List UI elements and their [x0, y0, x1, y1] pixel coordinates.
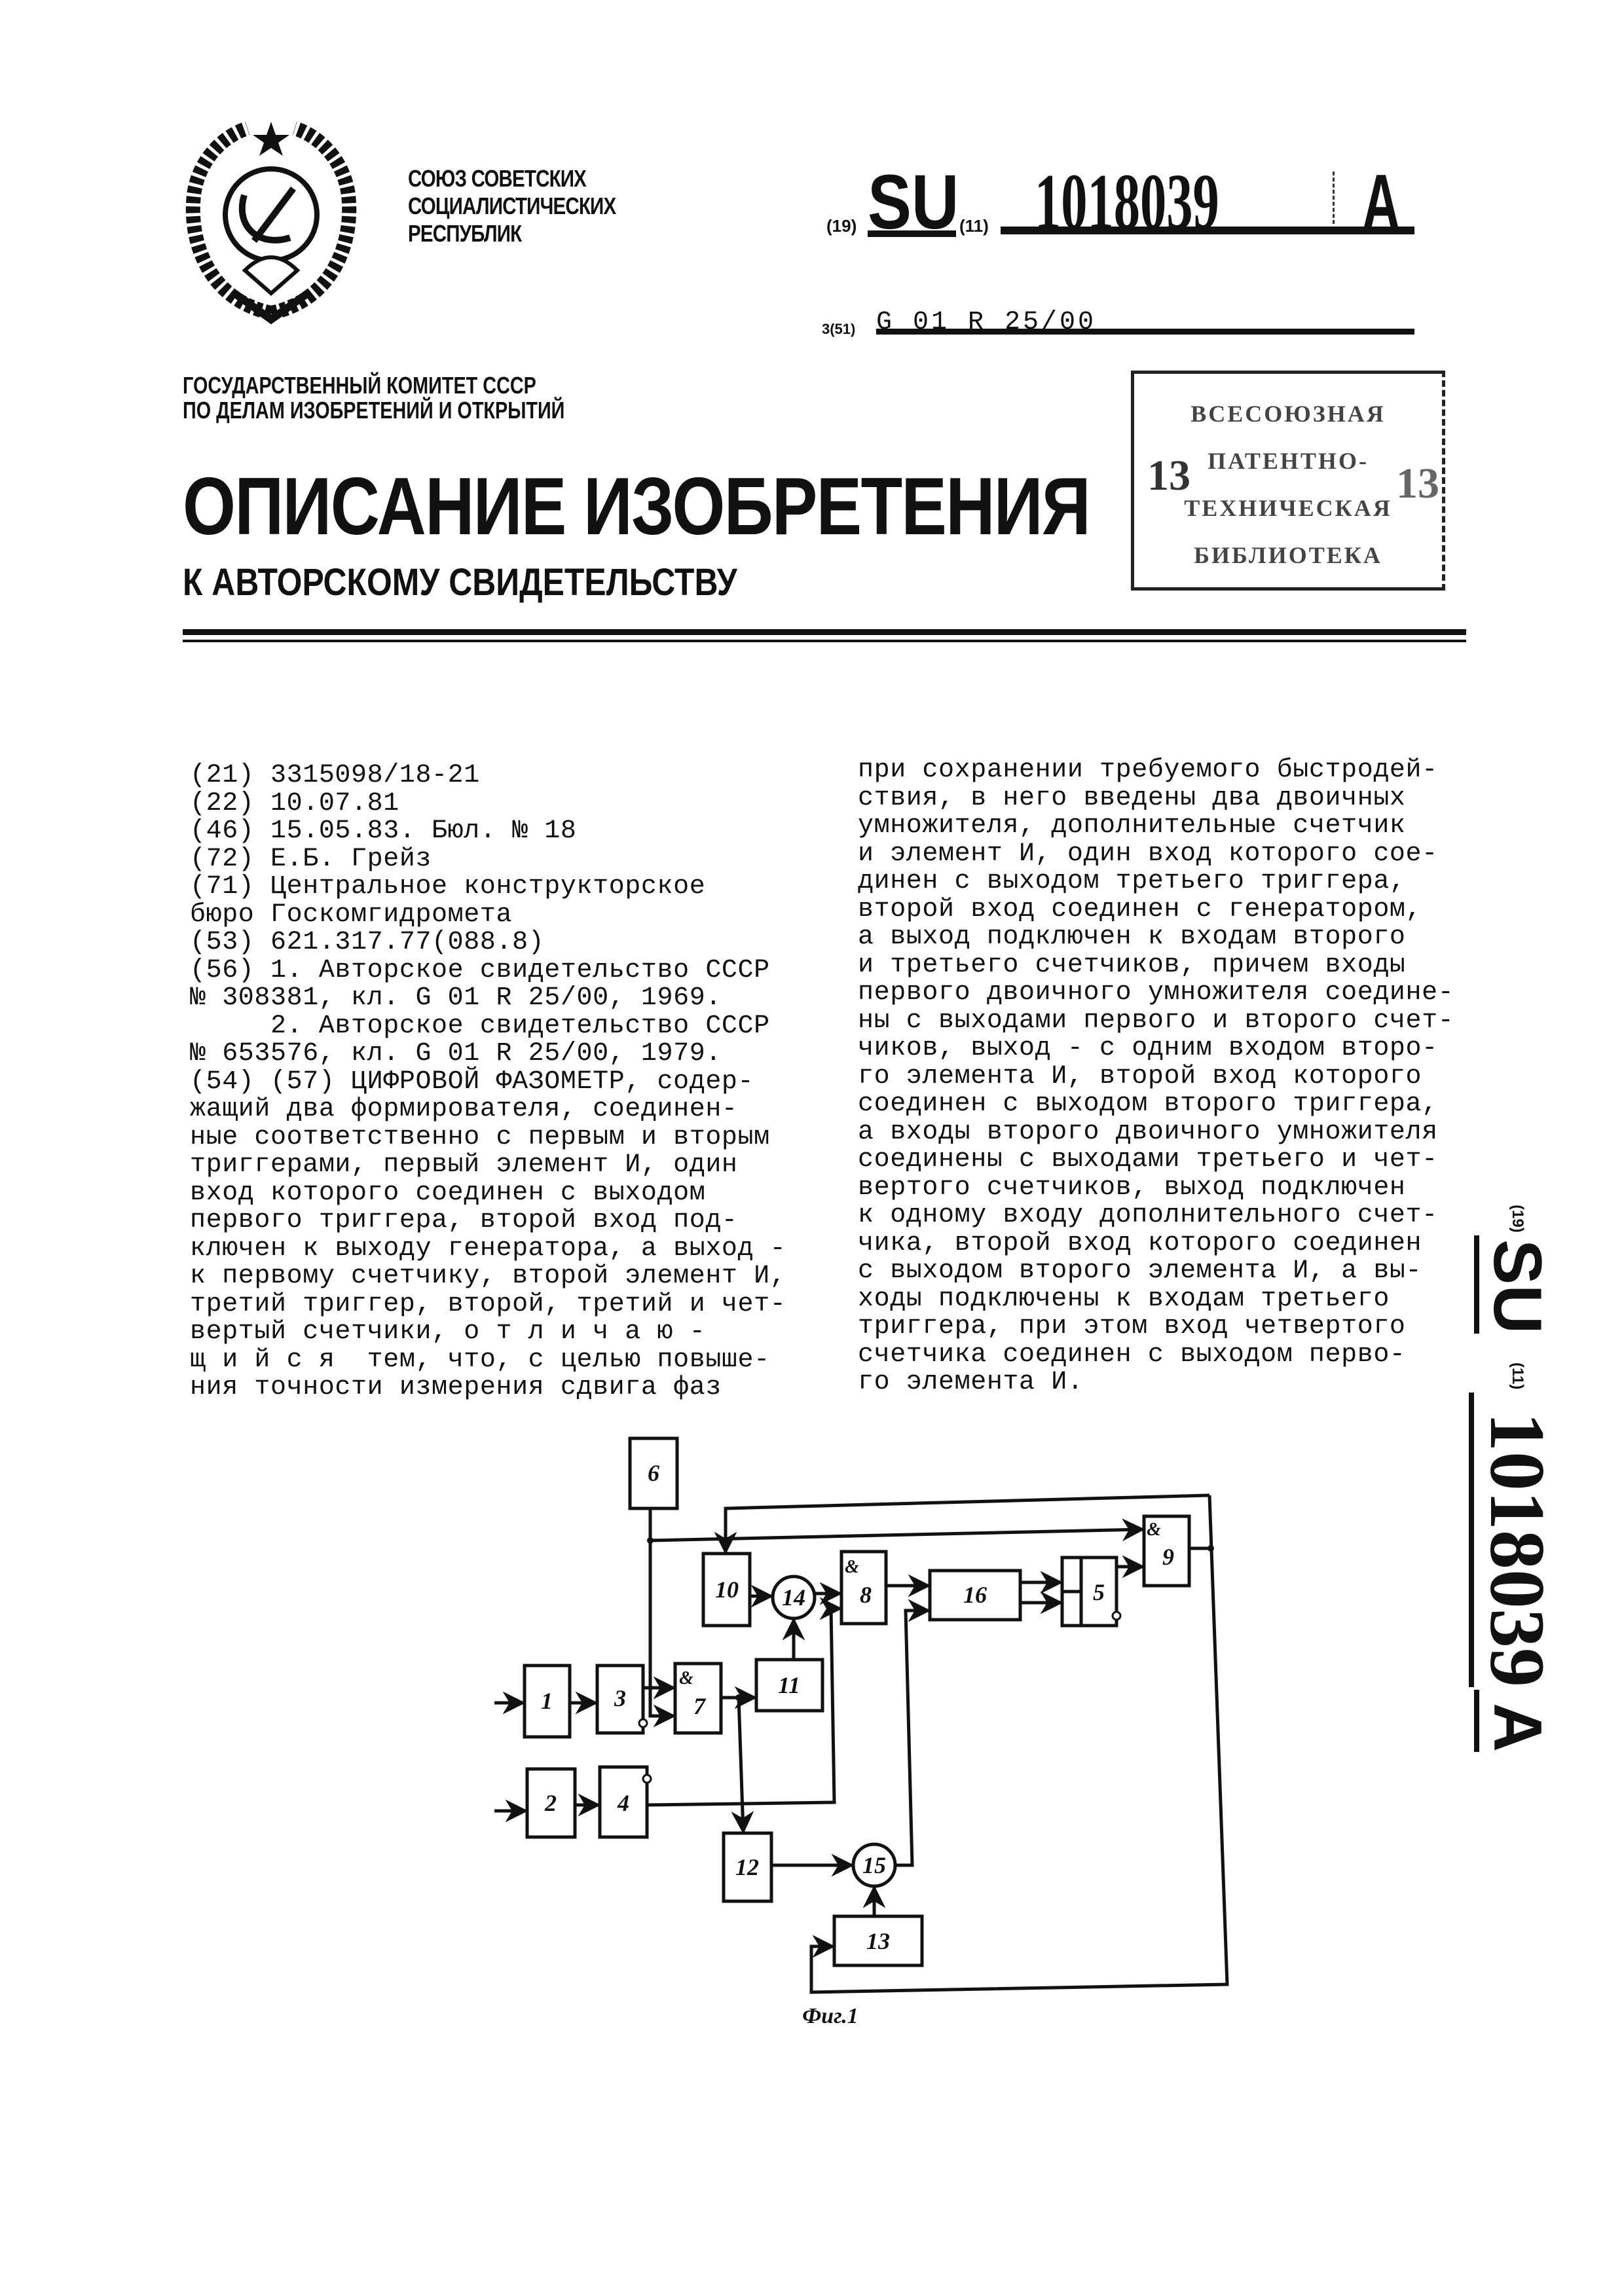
claim-line: вертого счетчиков, выход подключен	[858, 1175, 1454, 1203]
block-label: 14	[782, 1584, 805, 1611]
block-diagram	[458, 1408, 1257, 2036]
kind-code: A	[1362, 162, 1400, 242]
junction	[735, 1694, 742, 1701]
claim-line: к одному входу дополнительного счет-	[858, 1202, 1454, 1230]
claim-line: триггера, при этом вход четвертого	[858, 1313, 1454, 1341]
block-label: 15	[862, 1852, 886, 1878]
inverse-output-5	[1113, 1612, 1120, 1620]
stamp-line: ВСЕСОЮЗНАЯ	[1134, 400, 1442, 428]
inverse-output-3	[639, 1719, 647, 1727]
committee-name	[183, 373, 564, 423]
claim-line: го элемента И, второй вход которого	[858, 1063, 1454, 1091]
claim-line: ходы подключены к входам третьего	[858, 1286, 1454, 1314]
biblio-line: щ и й с я тем, что, с целью повыше-	[190, 1347, 786, 1375]
country-name	[408, 165, 616, 247]
biblio-line: ключен к выходу генератора, а выход -	[190, 1235, 786, 1264]
claim-line: и третьего счетчиков, причем входы	[858, 952, 1454, 980]
inid-code-11: (11)	[959, 216, 989, 236]
claim-line: динен с выходом третьего триггера,	[858, 868, 1454, 896]
connection	[726, 1495, 1209, 1552]
country-line: РЕСПУБЛИК	[408, 220, 616, 247]
claim-line: первого двоичного умножителя соедине-	[858, 979, 1454, 1008]
document-title: ОПИСАНИЕ ИЗОБРЕТЕНИЯ	[183, 466, 1090, 547]
block-label: 7	[693, 1693, 707, 1719]
document-subtitle: К АВТОРСКОМУ СВИДЕТЕЛЬСТВУ	[183, 563, 737, 602]
biblio-line: триггерами, первый элемент И, один	[190, 1152, 786, 1180]
country-line: СОЦИАЛИСТИЧЕСКИХ	[408, 192, 616, 220]
junction	[647, 1537, 654, 1544]
committee-line: ПО ДЕЛАМ ИЗОБРЕТЕНИЙ И ОТКРЫТИЙ	[183, 398, 564, 423]
block-label: 9	[1162, 1544, 1174, 1570]
stamp-line: ПАТЕНТНО-	[1134, 447, 1442, 475]
side-code-11: (11)	[1509, 1362, 1526, 1389]
claim-line: умножителя, дополнительные счетчик	[858, 812, 1454, 841]
claims-column	[858, 757, 1454, 1397]
biblio-line: вертый счетчики, о т л и ч а ю -	[190, 1319, 786, 1347]
block-label: 1	[541, 1688, 553, 1714]
underline	[876, 329, 1414, 335]
block-label: 16	[963, 1582, 987, 1608]
country-line: СОЮЗ СОВЕТСКИХ	[408, 165, 616, 192]
side-kind-code: A	[1474, 1690, 1555, 1752]
claim-line: ствия, в него введены два двоичных	[858, 785, 1454, 813]
country-code: SU	[868, 164, 959, 241]
biblio-line: третий триггер, второй, третий и чет-	[190, 1291, 786, 1319]
biblio-line: ния точности измерения сдвига фаз	[190, 1374, 786, 1402]
biblio-line: первого триггера, второй вход под-	[190, 1207, 786, 1235]
side-country-code: SU	[1474, 1235, 1555, 1334]
stamp-line: ТЕХНИЧЕСКАЯ	[1134, 494, 1442, 522]
committee-line: ГОСУДАРСТВЕННЫЙ КОМИТЕТ СССР	[183, 373, 564, 398]
biblio-line: ные соответственно с первым и вторым	[190, 1124, 786, 1152]
claim-line: с выходом второго элемента И, а вы-	[858, 1258, 1454, 1286]
underline	[1001, 227, 1414, 234]
stamp-line: БИБЛИОТЕКА	[1134, 541, 1442, 569]
connection	[895, 1611, 929, 1865]
block-label: 5	[1093, 1579, 1105, 1605]
block-label: 6	[648, 1460, 659, 1486]
header-rule-thin	[183, 640, 1466, 642]
biblio-line: № 308381, кл. G 01 R 25/00, 1969.	[190, 985, 786, 1013]
biblio-line: (46) 15.05.83. Бюл. № 18	[190, 818, 786, 846]
header-rule-thick	[183, 629, 1466, 635]
claim-line: чика, второй вход которого соединен	[858, 1230, 1454, 1258]
and-symbol: &	[845, 1557, 859, 1577]
junction	[1208, 1545, 1214, 1552]
biblio-line: № 653576, кл. G 01 R 25/00, 1979.	[190, 1040, 786, 1068]
claim-line: а выход подключен к входам второго	[858, 924, 1454, 952]
divider	[1333, 172, 1337, 224]
claim-line: ны с выходами первого и второго счет-	[858, 1008, 1454, 1036]
stamp-number: 13	[1147, 451, 1190, 501]
biblio-line: (72) Е.Б. Грейз	[190, 846, 786, 874]
claim-line: соединен с выходом второго триггера,	[858, 1091, 1454, 1119]
claim-line: и элемент И, один вход которого сое-	[858, 841, 1454, 869]
block-label: 12	[735, 1854, 759, 1880]
block-label: 11	[778, 1672, 800, 1698]
block-label: 10	[715, 1576, 739, 1603]
claim-line: а входы второго двоичного умножителя	[858, 1119, 1454, 1147]
figure-caption: Фиг.1	[802, 2004, 858, 2028]
and-symbol: &	[679, 1668, 693, 1688]
claim-line: при сохранении требуемого быстродей-	[858, 757, 1454, 785]
claim-line: го элемента И.	[858, 1369, 1454, 1397]
patent-number: 1018039	[1035, 162, 1219, 242]
inid-code-51: 3(51)	[822, 321, 855, 338]
side-patent-number: 1018039	[1469, 1393, 1561, 1687]
and-symbol: &	[1147, 1520, 1161, 1540]
library-stamp	[1131, 371, 1445, 591]
biblio-line: к первому счетчику, второй элемент И,	[190, 1263, 786, 1291]
claim-line: чиков, выход - с одним входом второ-	[858, 1035, 1454, 1063]
biblio-line: (22) 10.07.81	[190, 790, 786, 818]
ipc-classification: G 01 R 25/00	[876, 308, 1096, 337]
claim-line: второй вход соединен с генератором,	[858, 896, 1454, 924]
underline	[868, 230, 956, 237]
biblio-line: бюро Госкомгидромета	[190, 902, 786, 930]
claim-line: счетчика соединен с выходом перво-	[858, 1341, 1454, 1370]
connection	[739, 1698, 743, 1832]
block-label: 8	[860, 1582, 872, 1608]
block-label: 2	[544, 1790, 557, 1816]
side-patent-label	[1472, 1205, 1562, 1752]
block-label: 3	[614, 1685, 626, 1711]
block-label: 13	[866, 1928, 890, 1954]
side-code-19: (19)	[1509, 1205, 1526, 1233]
stamp-number: 13	[1396, 459, 1439, 509]
biblio-line: (21) 3315098/18-21	[190, 762, 786, 790]
biblio-line: (56) 1. Авторское свидетельство СССР	[190, 957, 786, 985]
biblio-line: (53) 621.317.77(088.8)	[190, 929, 786, 957]
inid-code-19: (19)	[826, 216, 857, 236]
biblio-line: вход которого соединен с выходом	[190, 1180, 786, 1208]
biblio-line: (71) Центральное конструкторское	[190, 873, 786, 902]
bibliographic-column	[190, 762, 786, 1402]
biblio-line: (54) (57) ЦИФРОВОЙ ФАЗОМЕТР, содер-	[190, 1068, 786, 1097]
inverse-output-4	[643, 1775, 651, 1783]
ussr-emblem	[182, 117, 360, 325]
biblio-line: жащий два формирователя, соединен-	[190, 1096, 786, 1124]
biblio-line: 2. Авторское свидетельство СССР	[190, 1013, 786, 1041]
block-label: 4	[617, 1790, 629, 1816]
claim-line: соединены с выходами третьего и чет-	[858, 1146, 1454, 1175]
